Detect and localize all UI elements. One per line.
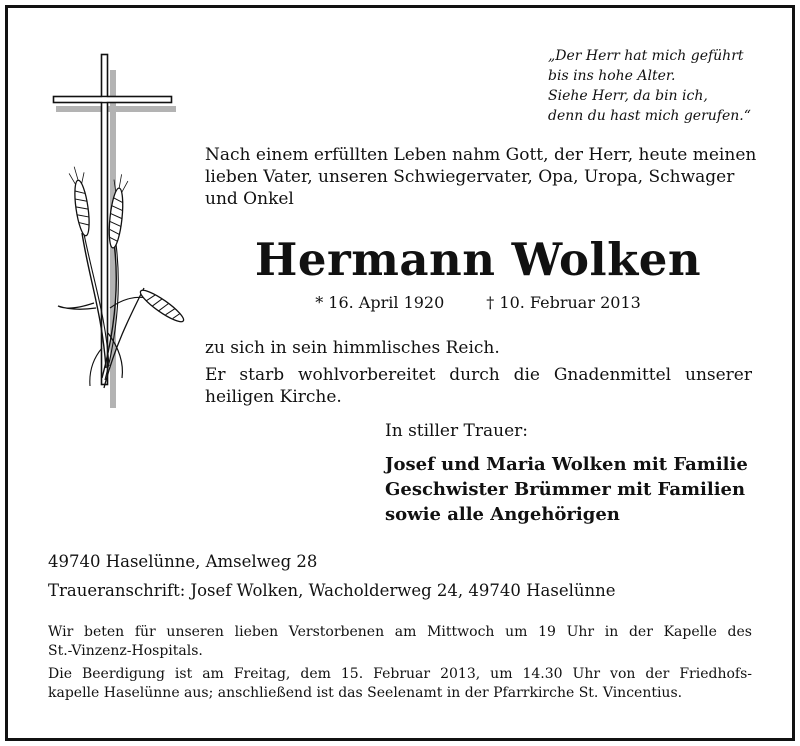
mourner-line: Geschwister Brümmer mit Familien [385, 479, 746, 500]
mass-note [48, 623, 752, 661]
mourning-address: Traueranschrift: Josef Wolken, Wacholderweg 24, 49740 Haselünne [48, 581, 616, 600]
body-starb-line: heiligen Kirche. [205, 387, 342, 407]
deceased-name: Hermann Wolken [254, 233, 702, 286]
quote-line: Siehe Herr, da bin ich, [548, 88, 708, 104]
mass-note-line: Wir beten für unseren lieben Verstorbenen am Mittwoch um 19 Uhr in der Kapelle des [48, 624, 752, 640]
intro-line: und Onkel [205, 189, 294, 209]
home-address: 49740 Haselünne, Amselweg 28 [48, 552, 318, 571]
quote-line: „Der Herr hat mich geführt [548, 48, 744, 64]
cross-with-wheat-icon [44, 48, 194, 413]
quote-line: denn du hast mich gerufen.“ [548, 108, 751, 124]
intro-text [205, 144, 755, 210]
mourning-label: In stiller Trauer: [385, 421, 528, 441]
intro-line: lieben Vater, unseren Schwiegervater, Opa, Uropa, Schwager [205, 167, 735, 187]
quote-line: bis ins hohe Alter. [548, 68, 676, 84]
mourner-line: sowie alle Angehörigen [385, 504, 620, 525]
funeral-note [48, 665, 752, 703]
mass-note-line: St.-Vinzenz-Hospitals. [48, 643, 203, 659]
birth-date: * 16. April 1920 [315, 293, 445, 312]
death-date: † 10. Februar 2013 [486, 293, 641, 312]
intro-line: Nach einem erfüllten Leben nahm Gott, der Herr, heute meinen [205, 145, 757, 165]
body-reich: zu sich in sein himmlisches Reich. [205, 338, 500, 358]
bible-quote [548, 46, 788, 126]
body-starb [205, 364, 752, 408]
body-starb-line: Er starb wohlvorbereitet durch die Gnadenmittel unserer [205, 365, 752, 385]
funeral-note-line: kapelle Haselünne aus; anschließend ist das Seelenamt in der Pfarrkirche St. Vincentius. [48, 685, 683, 701]
mourner-line: Josef und Maria Wolken mit Familie [385, 454, 748, 475]
mourners-list [385, 452, 748, 527]
life-dates [205, 292, 751, 314]
funeral-note-line: Die Beerdigung ist am Freitag, dem 15. Februar 2013, um 14.30 Uhr von der Friedhofs- [48, 666, 752, 682]
